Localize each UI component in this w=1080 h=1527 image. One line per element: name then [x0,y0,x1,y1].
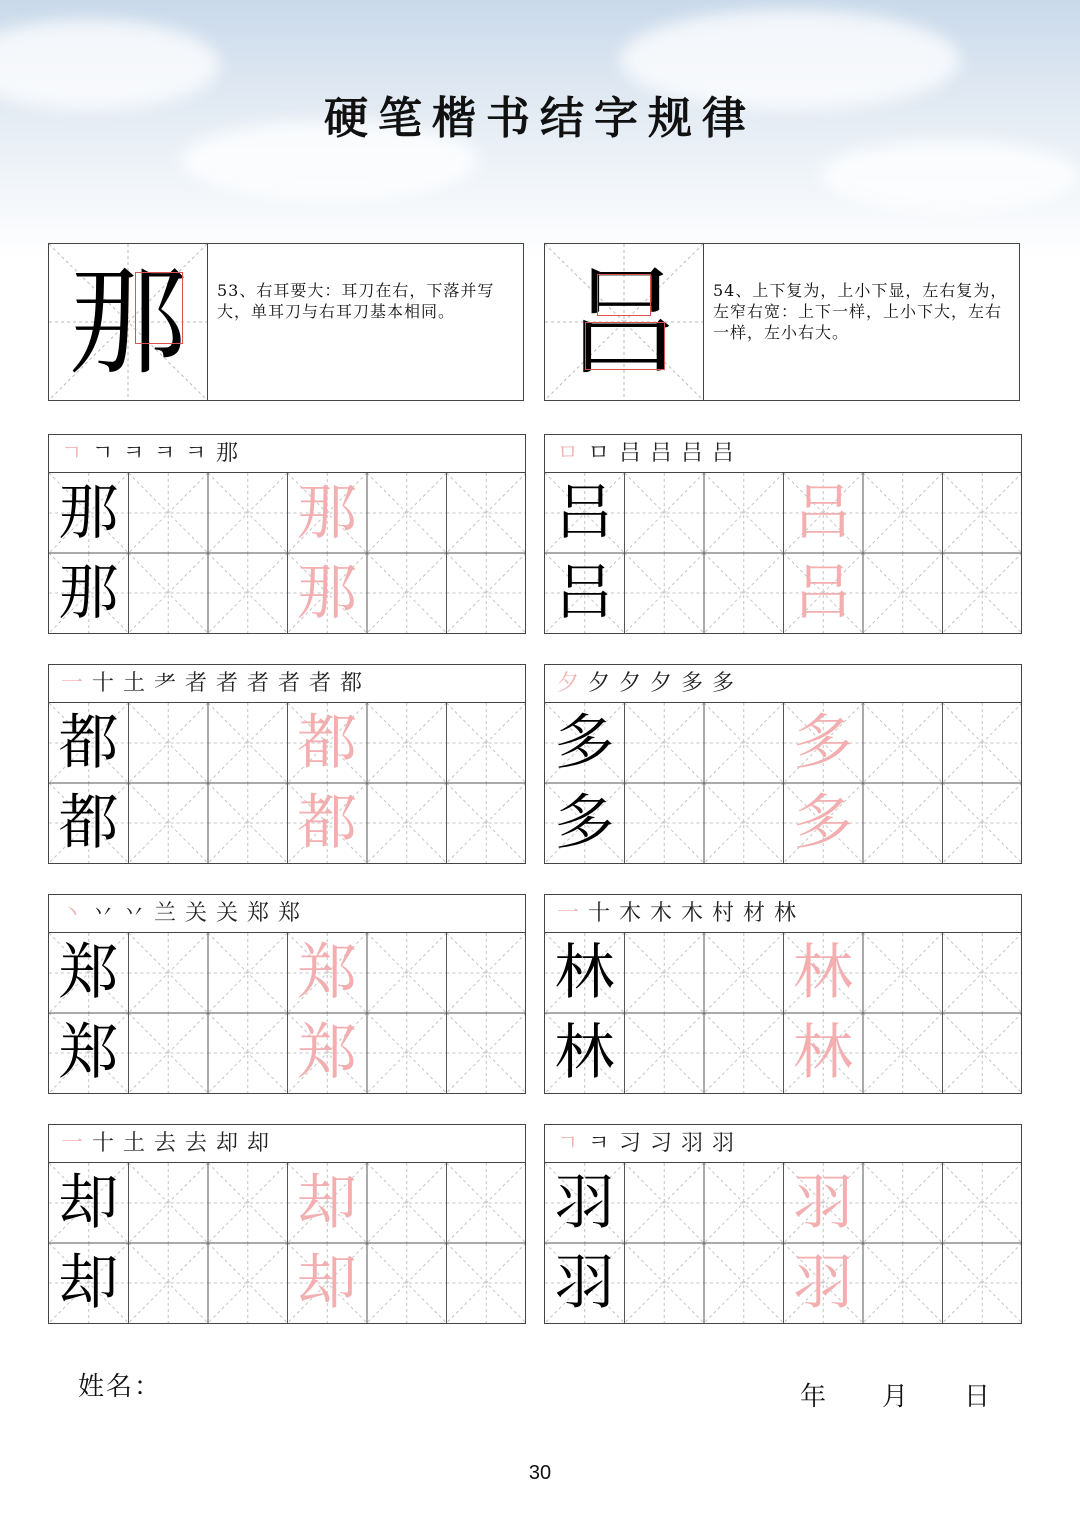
trace-char: 羽 [793,1247,853,1318]
stroke-step: 却 [216,1131,239,1156]
stroke-step: 者 [247,671,270,696]
rule-description: 53、右耳要大：耳刀在右，下落并写大，单耳刀与右耳刀基本相同。 [217,281,495,321]
stroke-step: 羽 [712,1131,735,1156]
stroke-step: 木 [681,901,704,926]
practice-block [48,894,526,1094]
trace-char: 那 [297,557,357,628]
model-char: 林 [554,1017,615,1088]
stroke-step: 十 [92,671,115,696]
stroke-step: 一 [61,671,84,696]
trace-char: 都 [297,787,357,858]
model-char: 吕 [554,557,615,628]
stroke-step: 吕 [650,441,673,466]
trace-char: 多 [793,787,853,858]
stroke-step: 兰 [154,901,177,926]
stroke-step: 吕 [712,441,735,466]
stroke-step: 一 [557,901,580,926]
model-char: 羽 [554,1167,615,1238]
stroke-step: 那 [216,441,239,466]
model-char: 却 [58,1247,119,1318]
trace-char: 林 [793,937,853,1008]
stroke-step: 丶 [61,901,84,926]
trace-char: 郑 [297,937,357,1008]
stroke-step: 者 [185,671,208,696]
trace-char: 羽 [793,1167,853,1238]
stroke-step: ㅋ [588,1131,610,1156]
stroke-order-row [49,1125,525,1163]
stroke-step: 耂 [154,671,177,696]
day-label: 日 [964,1382,991,1412]
month-label: 月 [882,1382,909,1412]
stroke-step: 夕 [650,671,673,696]
practice-block [544,1124,1022,1324]
stroke-step: 土 [123,1131,146,1156]
stroke-order-row [49,895,525,933]
stroke-step: 丷 [92,901,115,926]
practice-block [544,664,1022,864]
highlight-box-top [597,274,651,316]
stroke-step: ㄱ [61,441,83,466]
rule-card-53 [48,243,524,401]
stroke-step: 吕 [681,441,704,466]
stroke-step: 十 [588,901,611,926]
name-label: 姓名： [78,1372,163,1402]
practice-block [48,434,526,634]
model-char: 那 [58,477,119,548]
highlight-box-bottom [585,322,665,370]
page-number: 30 [528,1462,552,1484]
stroke-step: ㄱ [557,1131,579,1156]
trace-char: 都 [297,707,357,778]
trace-char: 吕 [793,477,853,548]
year-label: 年 [800,1382,827,1412]
practice-block [544,894,1022,1094]
stroke-step: 吕 [619,441,642,466]
stroke-step: ㅁ [588,441,610,466]
stroke-order-row [545,895,1021,933]
trace-char: 那 [297,477,357,548]
stroke-step: 林 [774,901,797,926]
stroke-step: ㅋ [123,441,145,466]
highlight-box [135,272,183,344]
stroke-step: 郑 [278,901,301,926]
model-char: 都 [58,787,119,858]
stroke-step: 多 [712,671,735,696]
stroke-step: 羽 [681,1131,704,1156]
stroke-step: ㅁ [557,441,579,466]
stroke-step: 习 [650,1131,673,1156]
trace-char: 却 [297,1247,357,1318]
example-char-cell [49,244,208,400]
model-char: 多 [554,787,615,858]
stroke-order-row [49,665,525,703]
model-char: 都 [58,707,119,778]
example-char: 那 [68,253,187,391]
trace-char: 多 [793,707,853,778]
stroke-step: 关 [216,901,239,926]
practice-block [544,434,1022,634]
stroke-step: ㄱ [92,441,114,466]
stroke-step: 者 [309,671,332,696]
rule-card-54 [544,243,1020,401]
stroke-step: 一 [61,1131,84,1156]
stroke-order-row [545,1125,1021,1163]
stroke-order-row [545,435,1021,473]
stroke-step: 土 [123,671,146,696]
model-char: 郑 [58,937,119,1008]
stroke-step: 木 [650,901,673,926]
trace-char: 林 [793,1017,853,1088]
stroke-order-row [49,435,525,473]
model-char: 却 [58,1167,119,1238]
practice-block [48,664,526,864]
stroke-step: 多 [681,671,704,696]
practice-block [48,1124,526,1324]
stroke-step: ㅋ [154,441,176,466]
stroke-step: 习 [619,1131,642,1156]
stroke-step: 郑 [247,901,270,926]
model-char: 林 [554,937,615,1008]
stroke-order-row [545,665,1021,703]
page-title: 硬笔楷书结字规律 [324,93,756,144]
trace-char: 郑 [297,1017,357,1088]
rule-description: 54、上下复为，上小下显，左右复为，左窄右宽：上下一样，上小下大，左右一样，左小右大。 [713,281,1008,342]
example-char: 吕 [564,253,683,391]
stroke-step: ㅋ [185,441,207,466]
stroke-step: 者 [216,671,239,696]
model-char: 羽 [554,1247,615,1318]
stroke-step: 者 [278,671,301,696]
stroke-step: 都 [340,671,363,696]
stroke-step: 夕 [588,671,611,696]
stroke-step: 木 [619,901,642,926]
stroke-step: 丷 [123,901,146,926]
trace-char: 却 [297,1167,357,1238]
stroke-step: 材 [743,901,766,926]
stroke-step: 夕 [557,671,580,696]
model-char: 郑 [58,1017,119,1088]
model-char: 吕 [554,477,615,548]
stroke-step: 关 [185,901,208,926]
model-char: 多 [554,707,615,778]
stroke-step: 去 [154,1131,177,1156]
example-char-cell [545,244,704,400]
stroke-step: 十 [92,1131,115,1156]
stroke-step: 村 [712,901,735,926]
trace-char: 吕 [793,557,853,628]
model-char: 那 [58,557,119,628]
stroke-step: 夕 [619,671,642,696]
stroke-step: 却 [247,1131,270,1156]
stroke-step: 去 [185,1131,208,1156]
